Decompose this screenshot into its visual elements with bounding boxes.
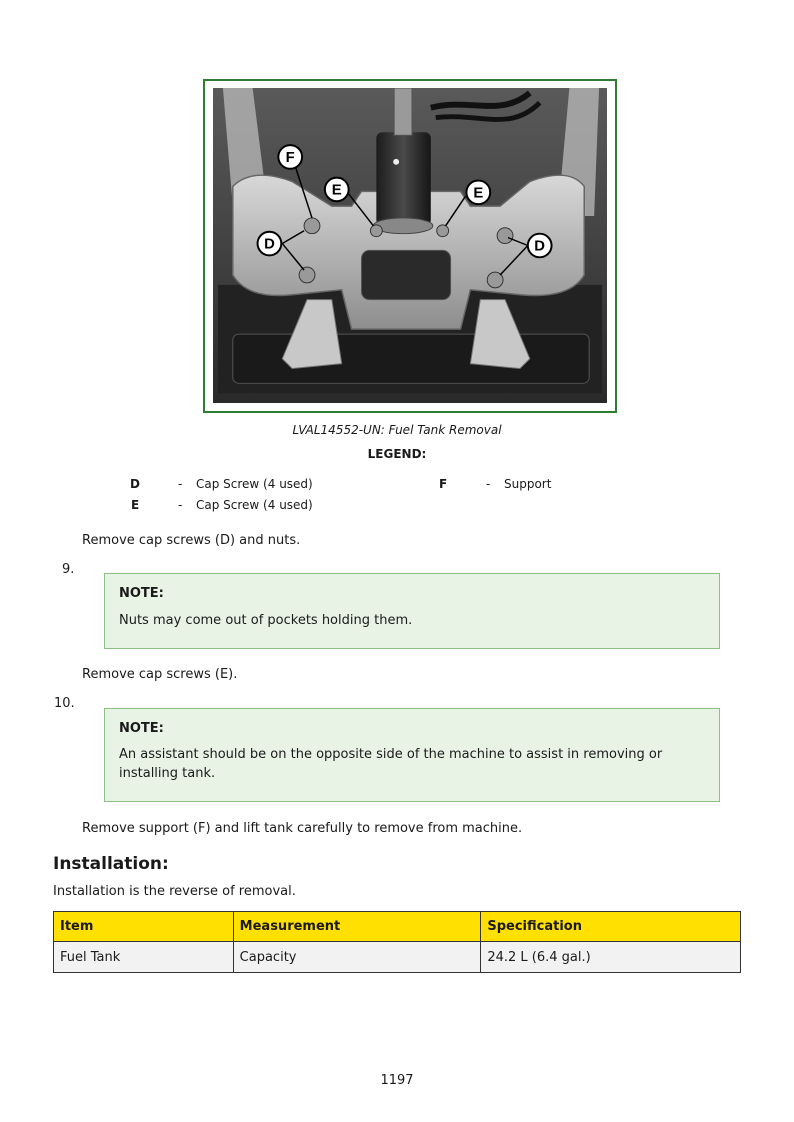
legend-title: LEGEND: <box>367 447 427 461</box>
legend-key: F <box>439 477 448 491</box>
table-header-row <box>54 912 741 942</box>
callout-label-e: E <box>331 182 342 199</box>
table-cell: Capacity <box>233 942 481 973</box>
note-title: NOTE: <box>119 721 164 736</box>
note-box <box>104 573 720 649</box>
legend-desc: Support <box>504 477 552 491</box>
legend-desc: Cap Screw (4 used) <box>196 477 313 491</box>
table-cell: Fuel Tank <box>54 942 234 973</box>
figure-frame <box>203 79 617 413</box>
page-number: 1197 <box>380 1073 414 1088</box>
note-text: Nuts may come out of pockets holding them. <box>119 613 413 628</box>
legend-key: D <box>130 477 140 491</box>
note-text-line: An assistant should be on the opposite side of the machine to assist in removing or <box>119 747 663 762</box>
legend-key: E <box>131 498 140 512</box>
step-number: 9. <box>62 562 75 577</box>
callout-label-d: D <box>534 238 546 255</box>
specification-table <box>53 911 741 973</box>
table-cell: 24.2 L (6.4 gal.) <box>481 942 741 973</box>
callout-label-d: D <box>264 236 275 253</box>
legend-sep: - <box>178 498 183 512</box>
fuel-tank-illustration <box>213 88 607 403</box>
step-text: Remove support (F) and lift tank carefully to remove from machine. <box>82 821 523 836</box>
step-text: Remove cap screws (D) and nuts. <box>82 533 301 548</box>
fuel-tank-removal-image <box>213 88 607 403</box>
section-heading: Installation: <box>53 854 169 874</box>
figure-caption: LVAL14552-UN: Fuel Tank Removal <box>292 423 502 437</box>
installation-text: Installation is the reverse of removal. <box>53 884 296 899</box>
note-title: NOTE: <box>119 586 164 601</box>
legend-desc: Cap Screw (4 used) <box>196 498 313 512</box>
callout-label-e: E <box>473 185 484 202</box>
table-header: Item <box>54 912 234 942</box>
callout-label-f: F <box>285 149 295 166</box>
table-row <box>54 942 741 973</box>
legend-sep: - <box>178 477 183 491</box>
table-header: Specification <box>481 912 741 942</box>
step-text: Remove cap screws (E). <box>82 667 238 682</box>
note-box <box>104 708 720 802</box>
note-text-line: installing tank. <box>119 766 216 781</box>
table-header: Measurement <box>233 912 481 942</box>
step-number: 10. <box>54 696 75 711</box>
legend-sep: - <box>486 477 491 491</box>
